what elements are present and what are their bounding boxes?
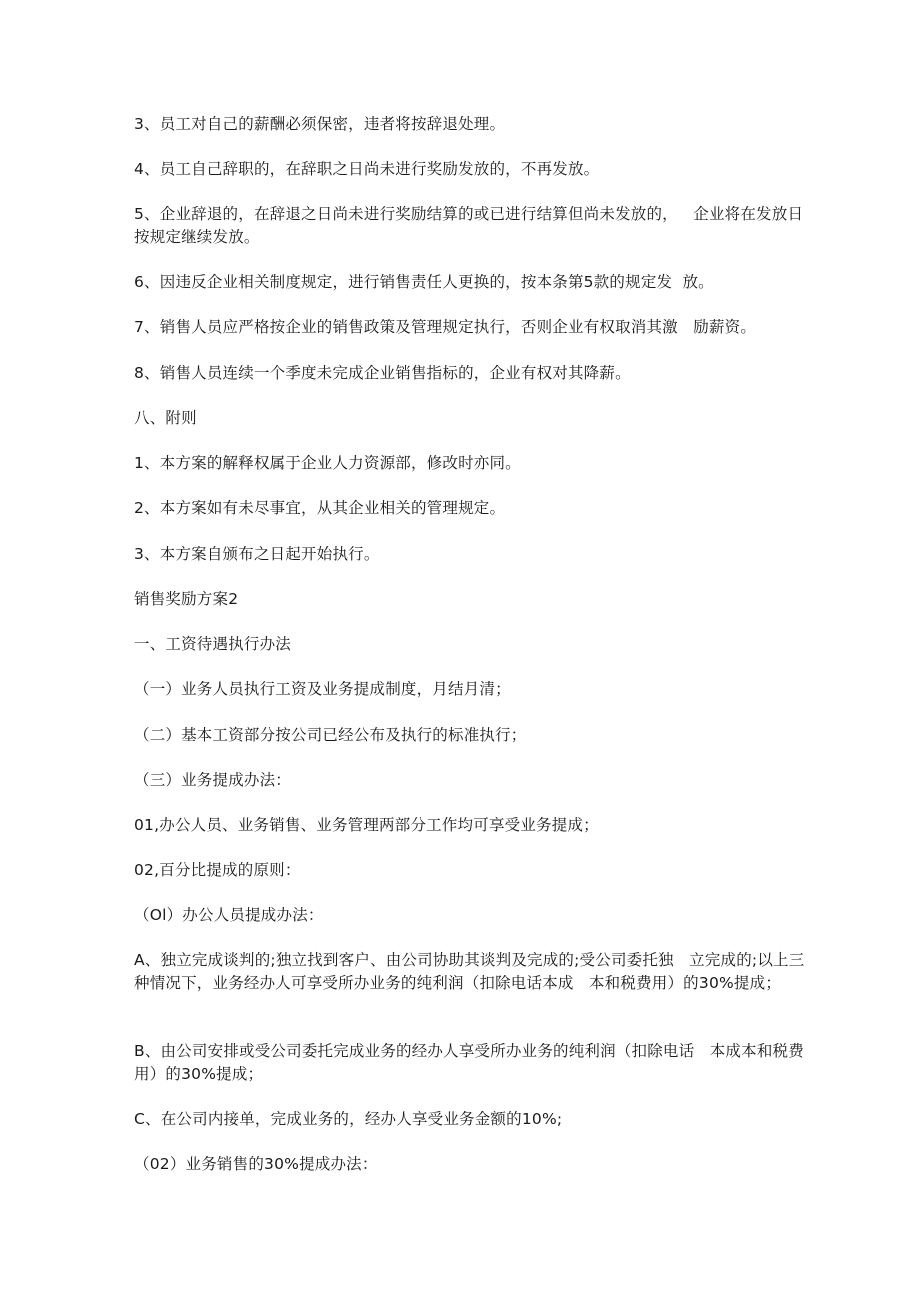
paragraph-item-1: （一）业务人员执行工资及业务提成制度，月结月清； <box>134 680 511 698</box>
paragraph-rule-01: 01,办公人员、业务销售、业务管理两部分工作均可享受业务提成； <box>134 816 599 834</box>
paragraph-sales-policy: 7、销售人员应严格按企业的销售政策及管理规定执行，否则企业有权取消其激 励薪资。 <box>134 318 757 336</box>
paragraph-quarter-target: 8、销售人员连续一个季度未完成企业销售指标的，企业有权对其降薪。 <box>134 364 631 382</box>
paragraph-unresolved-matters: 2、本方案如有未尽事宜，从其企业相关的管理规定。 <box>134 499 506 517</box>
paragraph-rule-02: 02,百分比提成的原则： <box>134 861 301 879</box>
paragraph-clause-a: A、独立完成谈判的;独立找到客户、由公司协助其谈判及完成的;受公司委托独 立完成的;以上三种情况下，业务经办人可享受所办业务的纯利润（扣除电话本成 本和税费用）的30%提成； <box>134 951 805 992</box>
paragraph-clause-c: C、在公司内接单，完成业务的，经办人享受业务金额的10%; <box>134 1110 563 1128</box>
paragraph-resignation: 4、员工自己辞职的，在辞职之日尚未进行奖励发放的，不再发放。 <box>134 160 600 178</box>
plan-title: 销售奖励方案2 <box>134 590 239 608</box>
paragraph-clause-b: B、由公司安排或受公司委托完成业务的经办人享受所办业务的纯利润（扣除电话 本成本和税费用）的30%提成； <box>134 1042 804 1083</box>
paragraph-sales-commission: （02）业务销售的30%提成办法： <box>134 1155 378 1173</box>
paragraph-effective-date: 3、本方案自颁布之日起开始执行。 <box>134 545 380 563</box>
paragraph-dismissal: 5、企业辞退的，在辞退之日尚未进行奖励结算的或已进行结算但尚未发放的， 企业将在发放日按规定继续发放。 <box>134 205 804 246</box>
paragraph-salary-confidentiality: 3、员工对自己的薪酬必须保密，违者将按辞退处理。 <box>134 115 506 133</box>
paragraph-item-3: （三）业务提成办法： <box>134 771 292 789</box>
paragraph-interpretation: 1、本方案的解释权属于企业人力资源部，修改时亦同。 <box>134 454 521 472</box>
paragraph-item-2: （二）基本工资部分按公司已经公布及执行的标准执行； <box>134 726 527 744</box>
section-heading-supplementary: 八、附则 <box>134 409 197 427</box>
paragraph-office-staff: （Ol）办公人员提成办法： <box>134 906 324 924</box>
paragraph-violation: 6、因违反企业相关制度规定，进行销售责任人更换的，按本条第5款的规定发 放。 <box>134 273 714 291</box>
section-heading-salary: 一、工资待遇执行办法 <box>134 635 292 653</box>
